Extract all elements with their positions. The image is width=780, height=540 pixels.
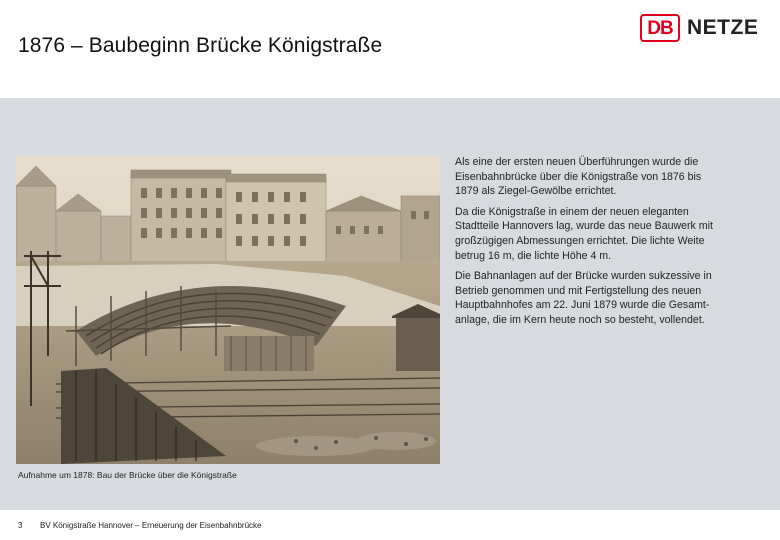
paragraph-3: Die Bahnanlagen auf der Brücke wurden sukzessive in Betrieb genommen und mit Fertigstellung des neuen Hauptbahnhofes am 22. Juni 1879 wurde die Gesamt- anlage, die im Kern heute noch so besteht, vollendet. <box>455 270 712 326</box>
db-logo-text: DB <box>647 17 673 39</box>
photo-illustration <box>16 156 440 464</box>
page-number: 3 <box>18 521 23 530</box>
description-text <box>455 155 755 334</box>
slide-title: 1876 – Baubeginn Brücke Königstraße <box>18 34 383 57</box>
netze-wordmark: NETZE <box>687 16 759 39</box>
historic-photo <box>16 156 440 464</box>
db-netze-logo <box>640 14 758 42</box>
paragraph-2: Da die Königstraße in einem der neuen eleganten Stadtteile Hannovers lag, wurde das neue Bauwerk mit großzügigen Abmessungen errichtet. Die lichte Weite betrug 16 m, die lichte Höhe 4 m. <box>455 205 713 262</box>
footer-text: BV Königstraße Hannover – Erneuerung der Eisenbahnbrücke <box>40 521 262 530</box>
paragraph-1: Als eine der ersten neuen Überführungen wurde die Eisenbahnbrücke über die Königstraße von 1876 bis 1879 als Ziegel-Gewölbe errichtet. <box>455 156 702 198</box>
photo-caption: Aufnahme um 1878: Bau der Brücke über die Königstraße <box>18 470 237 480</box>
db-logo-mark <box>640 14 680 42</box>
